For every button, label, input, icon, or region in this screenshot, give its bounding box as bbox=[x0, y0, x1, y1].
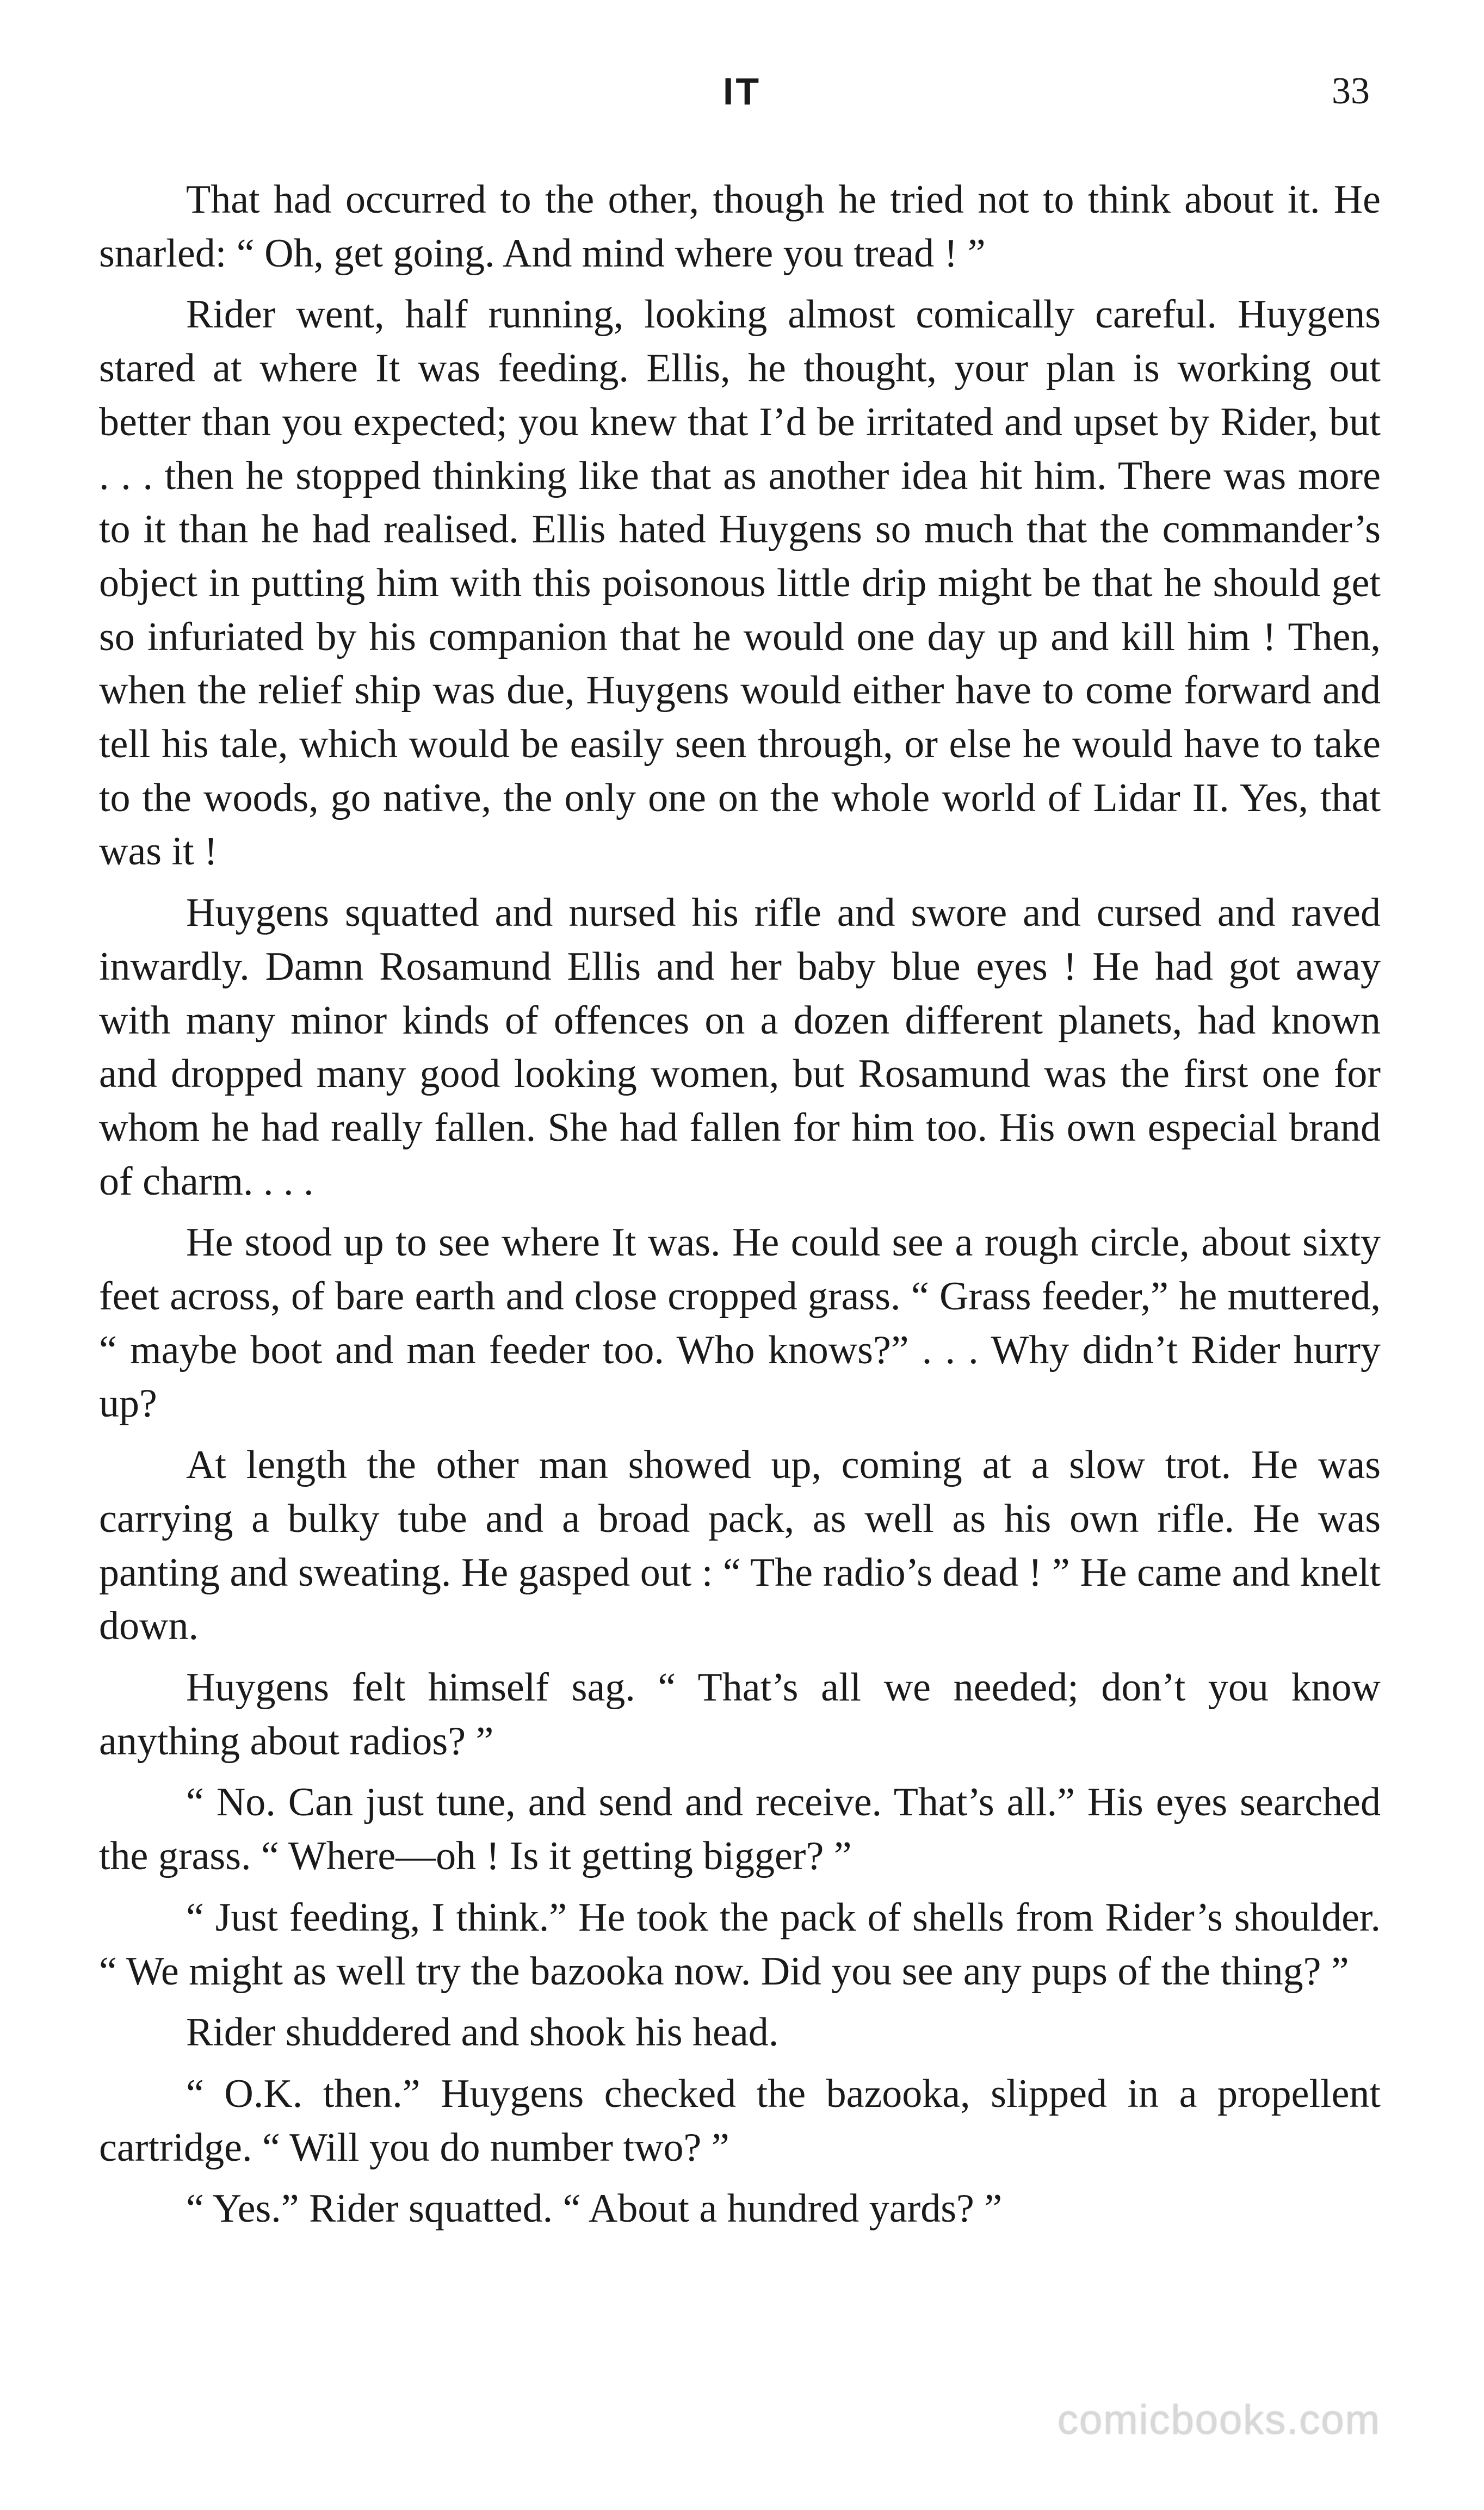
running-head bbox=[0, 64, 1484, 119]
paragraph: “ No. Can just tune, and send and receive. That’s all.” His eyes searched the grass. “ Where—oh ! Is it getting bigger? ” bbox=[99, 1780, 1381, 1879]
chapter-title: IT bbox=[722, 70, 762, 113]
paragraph: “ Yes.” Rider squatted. “ About a hundred yards? ” bbox=[186, 2186, 1003, 2231]
paragraph: That had occurred to the other, though he tried not to think about it. He snarled: “ Oh, get going. And mind where you tread ! ” bbox=[99, 177, 1381, 276]
body-text bbox=[99, 173, 1381, 2243]
watermark: comicbooks.com bbox=[1058, 2397, 1381, 2443]
paragraph: “ Just feeding, I think.” He took the pack of shells from Rider’s shoulder. “ We might as well try the bazooka now. Did you see any pups of the thing? ” bbox=[99, 1895, 1381, 1994]
paragraph: At length the other man showed up, coming at a slow trot. He was carrying a bulky tube and a broad pack, as well as his own rifle. He was panting and sweating. He gasped out : “ The radio’s dead ! ” He came and knelt down. bbox=[99, 1443, 1381, 1649]
paragraph: Rider shuddered and shook his head. bbox=[186, 2010, 779, 2055]
paragraph: Huygens felt himself sag. “ That’s all we needed; don’t you know anything about radios? ” bbox=[99, 1665, 1381, 1764]
paragraph: “ O.K. then.” Huygens checked the bazooka, slipped in a propellent cartridge. “ Will you do number two? ” bbox=[99, 2071, 1381, 2170]
paragraph: Huygens squatted and nursed his rifle and swore and cursed and raved inwardly. Damn Rosamund Ellis and her baby blue eyes ! He had got away with many minor kinds of offences on a dozen different planets, had known and dropped many good looking women, but Rosamund was the first one for whom he had really fallen. She had fallen for him too. His own especial brand of charm. . . . bbox=[99, 891, 1381, 1204]
page-number: 33 bbox=[1332, 70, 1370, 112]
paragraph: He stood up to see where It was. He could see a rough circle, about sixty feet across, of bare earth and close cropped grass. “ Grass feeder,” he muttered, “ maybe boot and man feeder too. Who knows?” . . . Why didn’t Rider hurry up? bbox=[99, 1220, 1381, 1426]
paragraph: Rider went, half running, looking almost comically careful. Huygens stared at where It was feeding. Ellis, he thought, your plan is working out better than you expected; you knew that I’d be irritated and upset by Rider, but . . . then he stopped thinking like that as another idea hit him. There was more to it than he had realised. Ellis hated Huygens so much that the commander’s object in putting him with this poisonous little drip might be that he should get so infuriated by his companion that he would one day up and kill him ! Then, when the relief ship was due, Huygens would either have to come forward and tell his tale, which would be easily seen through, or else he would have to take to the woods, go native, the only one on the whole world of Lidar II. Yes, that was it ! bbox=[99, 292, 1381, 874]
